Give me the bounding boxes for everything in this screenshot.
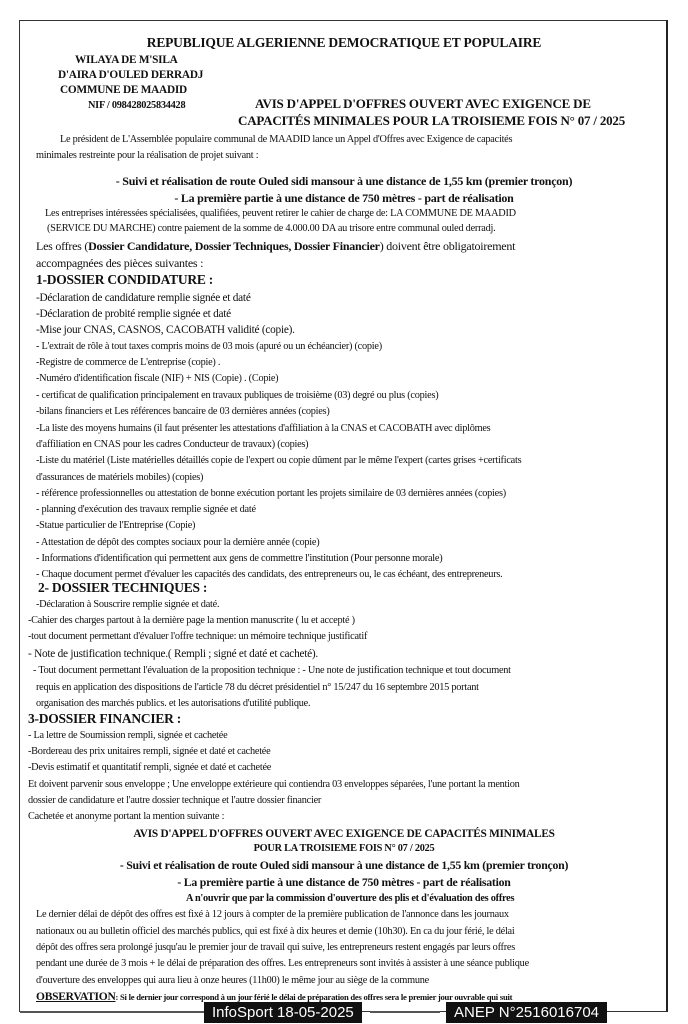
list-item: -Bordereau des prix unitaires rempli, signée et daté et cachetée [28, 746, 271, 757]
list-item: -Cahier des charges partout à la dernière page la mention manuscrite ( lu et accepté ) [28, 615, 355, 626]
list-item: - Chaque document permet d'évaluer les capacités des candidats, des entrepreneurs ou, le cas échéant, des entrepreneurs. [36, 569, 503, 580]
list-item: Cachetée et anonyme portant la mention suivante : [28, 811, 225, 822]
list-item: -Déclaration à Souscrire remplie signée et daté. [36, 599, 220, 610]
list-item: dossier de candidature et l'autre dossier technique et l'autre dossier financier [28, 795, 322, 806]
mention-line: POUR LA TROISIEME FOIS N° 07 / 2025 [253, 843, 435, 854]
list-item: - référence professionnelles ou attestation de bonne exécution portant les projets similaire de 03 dernières années (copies) [36, 488, 506, 499]
delai-line: dépôt des offres sera prolongé jusqu'au le premier jour de travail qui suive, les entrepreneurs restent engagés par leurs offres [36, 942, 515, 953]
delai-line: Le dernier délai de dépôt des offres est fixé à 12 jours à compter de la première publication de l'annonce dans les journaux [36, 909, 509, 920]
observation-label: OBSERVATION [36, 991, 116, 1003]
list-item: -Devis estimatif et quantitatif rempli, signée et daté et cachetée [28, 762, 272, 773]
intro-line: minimales restreinte pour la réalisation de projet suivant : [36, 150, 259, 161]
nif: NIF / 098428025834428 [88, 100, 186, 111]
list-item: d'assurances de matériels mobiles) (copies) [36, 472, 204, 483]
project-subtitle: - La première partie à une distance de 750 mètres - part de réalisation [174, 191, 514, 205]
list-item: -Mise jour CNAS, CASNOS, CACOBATH validité (copie). [36, 324, 295, 336]
section-dossier-candidature: 1-DOSSIER CONDIDATURE : [36, 272, 214, 287]
footer-rule [20, 1011, 205, 1013]
newspaper-tag: InfoSport 18-05-2025 [204, 1002, 362, 1023]
section-dossier-financier: 3-DOSSIER FINANCIER : [28, 711, 182, 726]
list-item: - L'extrait de rôle à tout taxes compris moins de 03 mois (apuré ou un échéancier) (copie) [36, 341, 382, 352]
list-item: -bilans financiers et Les références bancaire de 03 dernières années (copies) [36, 406, 330, 417]
list-item: - planning d'exécution des travaux remplie signée et daté [36, 504, 256, 515]
list-item: Et doivent parvenir sous enveloppe ; Une enveloppe extérieure qui contiendra 03 enveloppes séparées, l'une portant la mention [28, 779, 520, 790]
list-item: - Note de justification technique.( Rempli ; signé et daté et cacheté). [28, 648, 318, 660]
mention-line: - La première partie à une distance de 750 mètres - part de réalisation [177, 875, 511, 889]
anep-tag: ANEP N°2516016704 [446, 1002, 607, 1023]
list-item: -tout document permettant d'évaluer l'offre technique: un mémoire technique justificatif [28, 631, 368, 642]
daira: D'AIRA D'OULED DERRADJ [58, 69, 204, 81]
delai-line: d'ouverture des enveloppes qui aura lieu à onze heures (11h00) le même jour au siège de la commune [36, 975, 429, 986]
offres-text: Les offres ( [36, 239, 89, 253]
commune: COMMUNE DE MAADID [60, 84, 187, 96]
list-item: d'affiliation en CNAS pour les cadres Conducteur de travaux) (copies) [36, 439, 309, 450]
footer-rule [370, 1011, 440, 1013]
mention-line: A n'ouvrir que par la commission d'ouverture des plis et d'évaluation des offres [186, 893, 515, 904]
delai-line: nationaux ou au bulletin officiel des marchés publics, qui est fixé à dix heures et demie (10h30). En ca du jour férié, le délai [36, 926, 515, 937]
avis-title-line1: AVIS D'APPEL D'OFFRES OUVERT AVEC EXIGENCE DE [255, 96, 591, 111]
section-dossier-techniques: 2- DOSSIER TECHNIQUES : [38, 580, 208, 595]
list-item: -Registre de commerce de L'entreprise (copie) . [36, 357, 221, 368]
observation-text: : Si le dernier jour correspond à un jour férié le délai de préparation des offres sera le premier jour ouvrable qui suit [115, 992, 513, 1002]
offres-dossiers: Dossier Candidature, Dossier Techniques, Dossier Financier [88, 239, 380, 253]
avis-title-line2: CAPACITÉS MINIMALES POUR LA TROISIEME FOIS N° 07 / 2025 [238, 113, 626, 128]
list-item: -Statue particulier de l'Entreprise (Copie) [36, 520, 196, 531]
list-item: - La lettre de Soumission rempli, signée et cachetée [28, 730, 228, 741]
mention-line: AVIS D'APPEL D'OFFRES OUVERT AVEC EXIGENCE DE CAPACITÉS MINIMALES [133, 828, 555, 840]
list-item: -Déclaration de candidature remplie signée et daté [36, 292, 251, 304]
offres-text: ) doivent être obligatoirement [379, 239, 516, 253]
list-item: - Attestation de dépôt des comptes sociaux pour la dernière année (copie) [36, 537, 320, 548]
list-item: -Déclaration de probité remplie signée et daté [36, 308, 231, 320]
delai-line: pendant une durée de 3 mois + le délai de préparation des offres. Les entrepreneurs sont invités à assister à une séance publique [36, 958, 529, 969]
offres-line: accompagnées des pièces suivantes : [36, 256, 204, 270]
intro-line: Le président de L'Assemblée populaire communal de MAADID lance un Appel d'Offres avec Exigence de capacités [60, 134, 513, 145]
offres-line [36, 239, 515, 253]
list-item: - certificat de qualification principalement en travaux publiques de troisième (03) degré ou plus (copies) [36, 390, 439, 401]
list-item: - Informations d'identification qui permettent aux gens de commettre l'institution (Pour personne morale) [36, 553, 443, 564]
republic-title: REPUBLIQUE ALGERIENNE DEMOCRATIQUE ET POPULAIRE [146, 35, 542, 50]
list-item: -Numéro d'identification fiscale (NIF) + NIS (Copie) . (Copie) [36, 373, 279, 384]
list-item: - Tout document permettant l'évaluation de la proposition technique : - Une note de justification technique et tout document [33, 665, 511, 676]
list-item: organisation des marchés publics. et les autorisations d'utilité publique. [36, 698, 311, 709]
mention-line: - Suivi et réalisation de route Ouled sidi mansour à une distance de 1,55 km (premier tronçon) [119, 858, 569, 872]
list-item: -Liste du matériel (Liste matérielles détaillés copie de l'expert ou copie dûment par le même l'expert (cartes grises +certificats [36, 455, 522, 466]
retrait-line: Les entreprises intéressées spécialisées, qualifiées, peuvent retirer le cahier de charge de: LA COMMUNE DE MAADID [45, 208, 516, 219]
project-title: - Suivi et réalisation de route Ouled sidi mansour à une distance de 1,55 km (premier tronçon) [115, 174, 573, 188]
list-item: requis en application des dispositions de l'article 78 du décret présidentiel n° 15/247 du 16 septembre 2015 portant [36, 682, 479, 693]
retrait-line: (SERVICE DU MARCHE) contre paiement de la somme de 4.000.00 DA au trisore entre communal ouled derradj. [47, 223, 496, 234]
wilaya: WILAYA DE M'SILA [75, 54, 178, 66]
list-item: -La liste des moyens humains (il faut présenter les attestations d'affiliation à la CNAS et CACOBATH avec diplômes [36, 423, 491, 434]
